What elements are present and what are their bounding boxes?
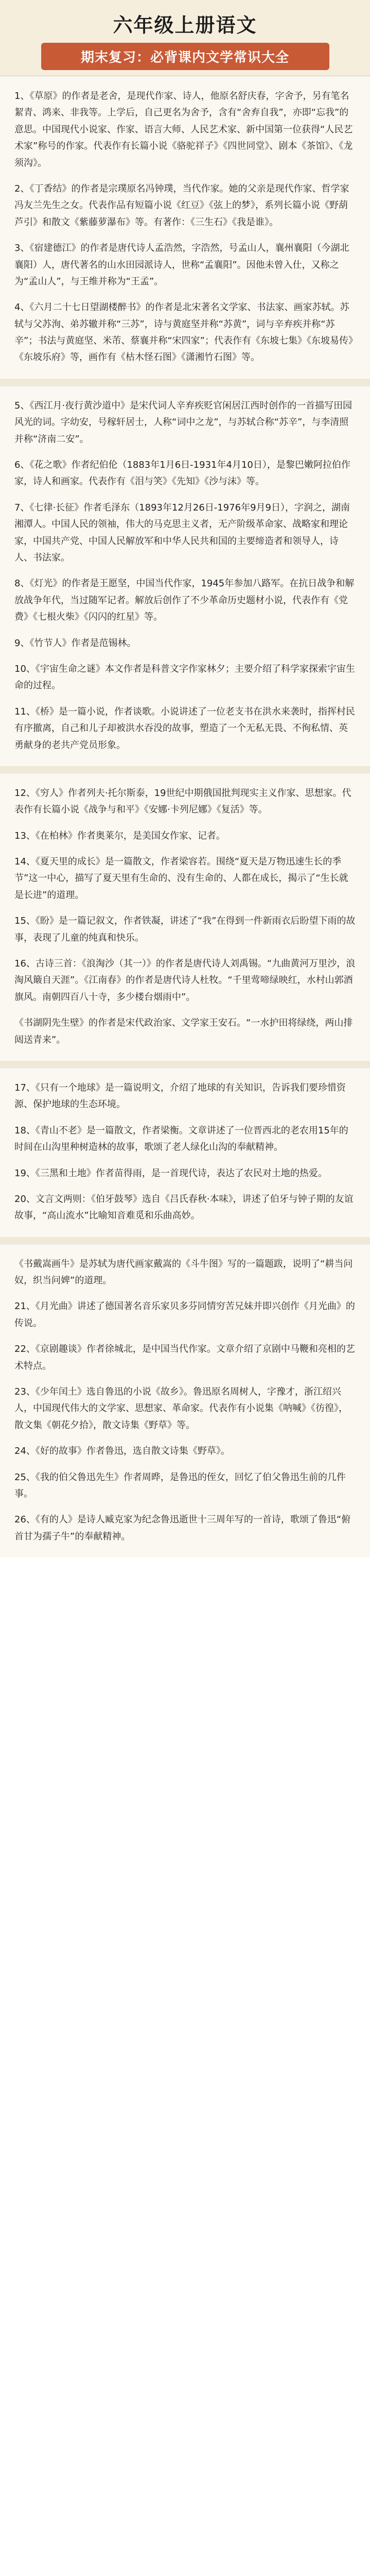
list-item: 12、《穷人》作者列夫·托尔斯泰，19世纪中期俄国批判现实主义作家、思想家。代表作有长篇小说《战争与和平》《安娜·卡列尼娜》《复活》等。 — [14, 787, 351, 816]
list-item: 13、《在柏林》作者奥莱尔，是美国女作家、记者。 — [14, 830, 225, 841]
list-item: 《书湖阴先生壁》的作者是宋代政治家、文学家王安石。“一水护田将绿绕，两山排闼送青来”。 — [14, 1018, 353, 1045]
page-header — [0, 0, 370, 76]
section-1 — [0, 76, 370, 379]
divider — [0, 1061, 370, 1068]
page-subtitle: 期末复习：必背课内文学常识大全 — [41, 43, 329, 70]
list-item: 17、《只有一个地球》是一篇说明文，介绍了地球的有关知识，告诉我们要珍惜资源、保护地球的生态环境。 — [14, 1082, 346, 1110]
divider — [0, 766, 370, 773]
list-item: 8、《灯光》的作者是王愿坚，中国当代作家，1945年参加八路军。在抗日战争和解放战争年代，当过随军记者。解放后创作了不少革命历史题材小说，代表作有《党费》《七根火柴》《闪闪的红星》等。 — [14, 578, 355, 623]
list-item: 16、古诗三首：《浪淘沙（其一）》的作者是唐代诗人刘禹锡。“九曲黄河万里沙，浪淘风簸自天涯”。《江南春》的作者是唐代诗人杜牧。“千里莺啼绿映红，水村山郭酒旗风。南朝四百八十寺，多少楼台烟雨中”。 — [14, 958, 356, 1003]
footer-spacer — [0, 1557, 370, 1578]
list-item: 11、《桥》是一篇小说，作者谈歌。小说讲述了一位老支书在洪水来袭时，指挥村民有序撤离，自己和儿子却被洪水吞没的故事，塑造了一个无私无畏、不徇私情、英勇献身的老共产党员形象。 — [14, 706, 355, 751]
list-item: 26、《有的人》是诗人臧克家为纪念鲁迅逝世十三周年写的一首诗，歌颂了鲁迅“俯首甘为孺子牛”的奉献精神。 — [14, 1514, 351, 1542]
page-title: 六年级上册语文 — [113, 13, 257, 37]
list-item: 23、《少年闰土》选自鲁迅的小说《故乡》。鲁迅原名周树人，字豫才，浙江绍兴人，中国现代伟大的文学家、思想家、革命家。代表作有小说集《呐喊》《彷徨》，散文集《朝花夕拾》，散文诗集《野草》等。 — [14, 1386, 348, 1431]
list-item: 9、《竹节人》作者是范锡林。 — [14, 637, 136, 649]
divider — [0, 379, 370, 386]
section-5 — [0, 1244, 370, 1557]
list-item: 2、《丁香结》的作者是宗璞原名冯钟璞，当代作家。她的父亲是现代作家、哲学家冯友兰先生之女。代表作品有短篇小说《红豆》《弦上的梦》，系列长篇小说《野葫芦引》和散文《紫藤萝瀑布》等。有著作：《三生石》《我是谁》。 — [14, 183, 349, 228]
section-2 — [0, 386, 370, 766]
list-item: 4、《六月二十七日望湖楼醉书》的作者是北宋著名文学家、书法家、画家苏轼。苏轼与父苏洵、弟苏辙并称“三苏”，诗与黄庭坚并称“苏黄”，词与辛弃疾并称“苏辛”；书法与黄庭坚、米芾、蔡襄并称“宋四家”；代表作有《东坡七集》《东坡易传》《东坡乐府》等，画作有《枯木怪石图》《潇湘竹石图》等。 — [14, 302, 353, 363]
list-item: 7、《七律·长征》作者毛泽东（1893年12月26日-1976年9月9日），字润之，湖南湘潭人。中国人民的领袖，伟大的马克思主义者，无产阶级革命家、战略家和理论家，中国共产党、中国人民解放军和中华人民共和国的主要缔造者和领导人，诗人、书法家。 — [14, 502, 350, 563]
list-item: 6、《花之歌》作者纪伯伦（1883年1月6日-1931年4月10日），是黎巴嫩阿拉伯作家，诗人和画家。代表作有《泪与笑》《先知》《沙与沫》等。 — [14, 460, 350, 487]
list-item: 3、《宿建德江》的作者是唐代诗人孟浩然，字浩然，号孟山人，襄州襄阳（今湖北襄阳）人，唐代著名的山水田园派诗人，世称“孟襄阳”。因他未曾入仕，又称之为“孟山人”，与王维并称为“王孟”。 — [14, 243, 349, 287]
list-item: 25、《我的伯父鲁迅先生》作者周晔，是鲁迅的侄女，回忆了伯父鲁迅生前的几件事。 — [14, 1471, 346, 1499]
list-item: 14、《夏天里的成长》是一篇散文，作者梁容若。围绕“夏天是万物迅速生长的季节”这一中心，描写了夏天里有生命的、没有生命的、人都在成长，揭示了“生长就是长进”的道理。 — [14, 856, 348, 901]
list-item: 10、《宇宙生命之谜》本文作者是科普文字作家林夕；主要介绍了科学家探索宇宙生命的过程。 — [14, 663, 355, 691]
list-item: 15、《盼》是一篇记叙文，作者铁凝，讲述了“我”在得到一件新雨衣后盼望下雨的故事，表现了儿童的纯真和快乐。 — [14, 916, 356, 943]
list-item: 19、《三黑和土地》作者苗得雨，是一首现代诗，表达了农民对土地的热爱。 — [14, 1167, 327, 1179]
list-item: 24、《好的故事》作者鲁迅，选自散文诗集《野草》。 — [14, 1446, 230, 1457]
list-item: 22、《京剧趣谈》作者徐城北，是中国当代作家。文章介绍了京剧中马鞭和亮相的艺术特点。 — [14, 1344, 355, 1371]
section-3 — [0, 773, 370, 1061]
list-item: 5、《西江月·夜行黄沙道中》是宋代词人辛弃疾贬官闲居江西时创作的一首描写田园风光的词。字幼安，号稼轩居士，人称“词中之龙”，与苏轼合称“苏辛”，与李清照并称“济南二安”。 — [14, 400, 353, 445]
list-item: 1、《草原》的作者是老舍，是现代作家、诗人，他原名舒庆春，字舍予，另有笔名絜青、鸿来、非我等。上学后，自己更名为舍予，含有“舍弃自我”，亦即“忘我”的意思。中国现代小说家、作家、语言大师、人民艺术家、新中国第一位获得“人民艺术家”称号的作家。代表作有长篇小说《骆驼祥子》《四世同堂》、剧本《茶馆》、《龙须沟》。 — [14, 91, 353, 168]
divider — [0, 1237, 370, 1244]
list-item: 18、《青山不老》是一篇散文，作者梁衡。文章讲述了一位晋西北的老农用15年的时间在山沟里种树造林的故事，歌颂了老人绿化山沟的奉献精神。 — [14, 1125, 348, 1153]
list-item: 20、文言文两则：《伯牙鼓琴》选自《吕氏春秋·本味》，讲述了伯牙与钟子期的友谊故事，“高山流水”比喻知音难觅和乐曲高妙。 — [14, 1193, 354, 1222]
section-4 — [0, 1068, 370, 1237]
list-item: 《书戴嵩画牛》是苏轼为唐代画家戴嵩的《斗牛图》写的一篇题跋，说明了“耕当问奴，织当问婢”的道理。 — [14, 1258, 353, 1286]
list-item: 21、《月光曲》讲述了德国著名音乐家贝多芬同情穷苦兄妹并即兴创作《月光曲》的传说。 — [14, 1301, 355, 1329]
